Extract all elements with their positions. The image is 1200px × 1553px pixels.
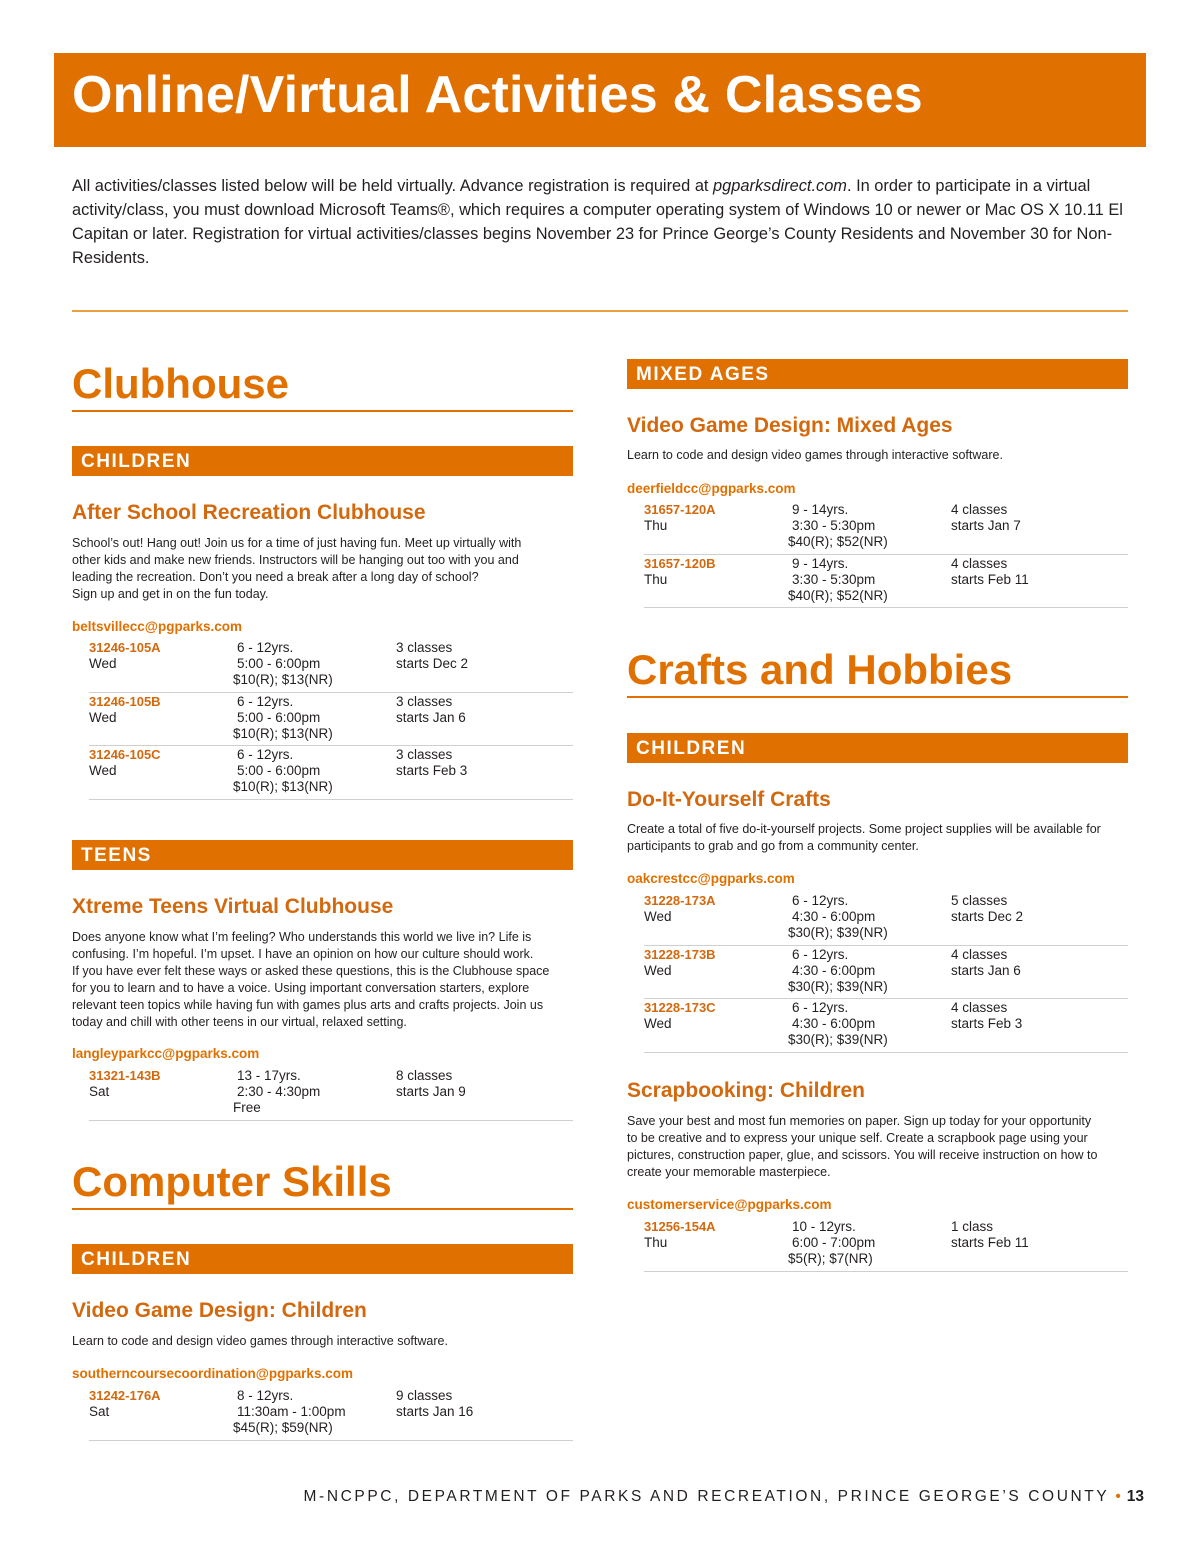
vgd-children-email[interactable]: southerncoursecoordination@pgparks.com: [72, 1366, 353, 1381]
class-day: Thu: [644, 1235, 668, 1250]
class-fee: $40(R); $52(NR): [788, 587, 888, 603]
class-start: starts Jan 6: [951, 962, 1021, 978]
class-fee: Free: [233, 1100, 261, 1115]
class-count: 8 classes: [396, 1068, 453, 1083]
class-fee: $30(R); $39(NR): [788, 978, 888, 994]
class-day: Wed: [89, 709, 117, 725]
class-day: Wed: [89, 763, 117, 778]
class-day: Wed: [644, 1016, 672, 1031]
class-start: starts Feb 11: [951, 1235, 1029, 1250]
class-day: Sat: [89, 1404, 110, 1419]
desc-line: for you to learn and to have a voice. Using important conversation starters, explore: [72, 981, 530, 995]
clubhouse-heading: Clubhouse: [72, 358, 573, 412]
after-school-title: After School Recreation Clubhouse: [72, 501, 426, 524]
class-start: starts Dec 2: [396, 656, 469, 671]
desc-line: relevant teen topics while having fun with games plus arts and crafts projects. Join us: [72, 998, 544, 1012]
vgd-children-desc: [72, 1333, 573, 1350]
class-count: 4 classes: [951, 555, 1008, 571]
class-count: 4 classes: [951, 502, 1008, 517]
class-time: 3:30 - 5:30pm: [792, 518, 876, 533]
diy-crafts-title: Do-It-Yourself Crafts: [627, 788, 831, 811]
class-time: 2:30 - 4:30pm: [237, 1084, 321, 1099]
class-code[interactable]: 31228-173A: [644, 893, 716, 908]
class-count: 3 classes: [396, 640, 453, 655]
class-count: 9 classes: [396, 1388, 453, 1403]
vgd-mixed-title: Video Game Design: Mixed Ages: [627, 414, 953, 437]
schedule-row: [89, 1067, 573, 1121]
class-code[interactable]: 31246-105C: [89, 747, 161, 762]
scrapbooking-schedule: [644, 1218, 1128, 1272]
class-count: 1 class: [951, 1219, 994, 1234]
class-start: starts Feb 11: [951, 571, 1029, 587]
class-code[interactable]: 31657-120A: [644, 502, 716, 517]
clubhouse-teens-band: TEENS: [72, 840, 573, 870]
class-code[interactable]: 31242-176A: [89, 1388, 161, 1403]
class-time: 5:00 - 6:00pm: [237, 709, 321, 725]
class-count: 3 classes: [396, 747, 453, 762]
footer-dot: •: [1115, 1488, 1121, 1505]
schedule-row: [644, 892, 1128, 946]
xtreme-teens-schedule: [89, 1067, 573, 1121]
vgd-children-schedule: [89, 1387, 573, 1441]
desc-line: Does anyone know what I’m feeling? Who understands this world we live in? Life is: [72, 930, 532, 944]
schedule-row: [644, 1218, 1128, 1272]
class-day: Wed: [644, 962, 672, 978]
xtreme-teens-email[interactable]: langleyparkcc@pgparks.com: [72, 1046, 260, 1061]
class-start: starts Jan 16: [396, 1404, 474, 1419]
after-school-email[interactable]: beltsvillecc@pgparks.com: [72, 619, 242, 634]
xtreme-teens-title: Xtreme Teens Virtual Clubhouse: [72, 895, 394, 918]
desc-line: create your memorable masterpiece.: [627, 1165, 831, 1179]
schedule-row: [89, 639, 573, 693]
class-count: 4 classes: [951, 946, 1008, 962]
class-ages: 6 - 12yrs.: [792, 893, 849, 908]
class-ages: 6 - 12yrs.: [792, 1000, 849, 1015]
class-count: 3 classes: [396, 693, 453, 709]
class-code[interactable]: 31256-154A: [644, 1219, 716, 1234]
class-code[interactable]: 31657-120B: [644, 555, 716, 571]
class-day: Sat: [89, 1084, 110, 1099]
computer-skills-heading: Computer Skills: [72, 1156, 573, 1210]
desc-line: School’s out! Hang out! Join us for a time of just having fun. Meet up virtually with: [72, 536, 522, 550]
class-start: starts Jan 9: [396, 1084, 466, 1099]
class-start: starts Jan 6: [396, 709, 466, 725]
class-ages: 6 - 12yrs.: [792, 946, 849, 962]
class-time: 11:30am - 1:00pm: [237, 1404, 346, 1419]
class-fee: $30(R); $39(NR): [788, 1032, 888, 1047]
class-start: starts Jan 7: [951, 518, 1021, 533]
desc-line: today and chill with other teens in our virtual, relaxed setting.: [72, 1015, 407, 1029]
desc-line: Sign up and get in on the fun today.: [72, 587, 269, 601]
desc-line: Create a total of five do-it-yourself projects. Some project supplies will be available for: [627, 822, 1101, 836]
title-banner: [54, 53, 1146, 147]
class-code[interactable]: 31228-173C: [644, 1000, 716, 1015]
class-ages: 8 - 12yrs.: [237, 1388, 294, 1403]
class-code[interactable]: 31246-105B: [89, 693, 161, 709]
intro-paragraph: [72, 174, 1128, 270]
desc-line: leading the recreation. Don’t you need a break after a long day of school?: [72, 570, 479, 584]
desc-line: other kids and make new friends. Instructors will be hanging out too with you and: [72, 553, 519, 567]
class-time: 4:30 - 6:00pm: [792, 962, 876, 978]
desc-line: participants to grab and go from a community center.: [627, 839, 919, 853]
intro-text-1: All activities/classes listed below will be held virtually. Advance registration is required at: [72, 177, 714, 195]
diy-crafts-schedule: [644, 892, 1128, 1053]
class-fee: $5(R); $7(NR): [788, 1251, 873, 1266]
schedule-row: [89, 693, 573, 747]
desc-line: to be creative and to express your unique self. Create a scrapbook page using your: [627, 1131, 1088, 1145]
schedule-row: [644, 946, 1128, 1000]
after-school-schedule: [89, 639, 573, 800]
class-day: Wed: [89, 656, 117, 671]
class-day: Thu: [644, 518, 668, 533]
crafts-hobbies-heading: Crafts and Hobbies: [627, 644, 1128, 698]
class-ages: 13 - 17yrs.: [237, 1068, 301, 1083]
class-ages: 10 - 12yrs.: [792, 1219, 856, 1234]
class-time: 3:30 - 5:30pm: [792, 571, 876, 587]
class-ages: 6 - 12yrs.: [237, 747, 294, 762]
desc-line: Save your best and most fun memories on paper. Sign up today for your opportunity: [627, 1114, 1092, 1128]
class-count: 5 classes: [951, 893, 1008, 908]
class-ages: 9 - 14yrs.: [792, 502, 849, 517]
class-ages: 6 - 12yrs.: [237, 640, 294, 655]
section-divider: [72, 310, 1128, 312]
class-ages: 6 - 12yrs.: [237, 693, 294, 709]
class-count: 4 classes: [951, 1000, 1008, 1015]
class-day: Wed: [644, 909, 672, 924]
scrapbooking-desc: [627, 1113, 1128, 1181]
scrapbooking-title: Scrapbooking: Children: [627, 1079, 866, 1102]
class-ages: 9 - 14yrs.: [792, 555, 849, 571]
class-start: starts Feb 3: [396, 763, 468, 778]
class-time: 4:30 - 6:00pm: [792, 1016, 876, 1031]
clubhouse-children-band: CHILDREN: [72, 446, 573, 476]
class-time: 6:00 - 7:00pm: [792, 1235, 876, 1250]
footer-text: M-NCPPC, DEPARTMENT OF PARKS AND RECREATION, PRINCE GEORGE’S COUNTY: [303, 1488, 1110, 1505]
class-start: starts Dec 2: [951, 909, 1024, 924]
computer-children-band: CHILDREN: [72, 1244, 573, 1274]
class-fee: $40(R); $52(NR): [788, 534, 888, 549]
desc-line: Learn to code and design video games through interactive software.: [627, 448, 1003, 462]
class-start: starts Feb 3: [951, 1016, 1023, 1031]
desc-line: If you have ever felt these ways or asked these questions, this is the Clubhouse space: [72, 964, 550, 978]
page-title: Online/Virtual Activities & Classes: [72, 66, 923, 124]
class-code[interactable]: 31246-105A: [89, 640, 161, 655]
diy-crafts-email[interactable]: oakcrestcc@pgparks.com: [627, 871, 795, 886]
desc-line: pictures, construction paper, glue, and scissors. You will receive instruction on how to: [627, 1148, 1098, 1162]
vgd-mixed-email[interactable]: deerfieldcc@pgparks.com: [627, 481, 796, 496]
class-fee: $45(R); $59(NR): [233, 1420, 333, 1435]
class-fee: $10(R); $13(NR): [233, 672, 333, 687]
crafts-children-band: CHILDREN: [627, 733, 1128, 763]
after-school-desc: [72, 535, 573, 603]
schedule-row: [644, 501, 1128, 555]
page-footer: [304, 1488, 1144, 1506]
mixed-ages-band: MIXED AGES: [627, 359, 1128, 389]
vgd-children-title: Video Game Design: Children: [72, 1299, 367, 1322]
class-time: 5:00 - 6:00pm: [237, 763, 321, 778]
desc-line: Learn to code and design video games through interactive software.: [72, 1334, 448, 1348]
desc-line: confusing. I’m hopeful. I’m upset. I have an opinion on how our culture should work.: [72, 947, 534, 961]
schedule-row: [89, 746, 573, 800]
schedule-row: [89, 1387, 573, 1441]
vgd-mixed-schedule: [644, 501, 1128, 608]
class-fee: $10(R); $13(NR): [233, 725, 333, 741]
class-code[interactable]: 31228-173B: [644, 946, 716, 962]
class-time: 4:30 - 6:00pm: [792, 909, 876, 924]
class-fee: $30(R); $39(NR): [788, 925, 888, 940]
class-time: 5:00 - 6:00pm: [237, 656, 321, 671]
schedule-row: [644, 555, 1128, 609]
class-fee: $10(R); $13(NR): [233, 779, 333, 794]
intro-text-2: . In order to participate in a virtual activity/class, you must download Microsoft Teams®, which requires a computer operating system of Windows 10 or newer or Mac OS X 10.11 El Capitan or later. Registration for virtual activities/classes begins November 23 for Prince George’s County Residents and November 30 for Non-Residents.: [72, 177, 1123, 267]
xtreme-teens-desc: [72, 929, 573, 1031]
class-code[interactable]: 31321-143B: [89, 1068, 161, 1083]
class-day: Thu: [644, 571, 668, 587]
page-number: 13: [1126, 1488, 1144, 1505]
diy-crafts-desc: [627, 821, 1128, 855]
scrapbooking-email[interactable]: customerservice@pgparks.com: [627, 1197, 832, 1212]
schedule-row: [644, 999, 1128, 1053]
vgd-mixed-desc: [627, 447, 1128, 464]
intro-site-link[interactable]: pgparksdirect.com: [713, 177, 847, 195]
